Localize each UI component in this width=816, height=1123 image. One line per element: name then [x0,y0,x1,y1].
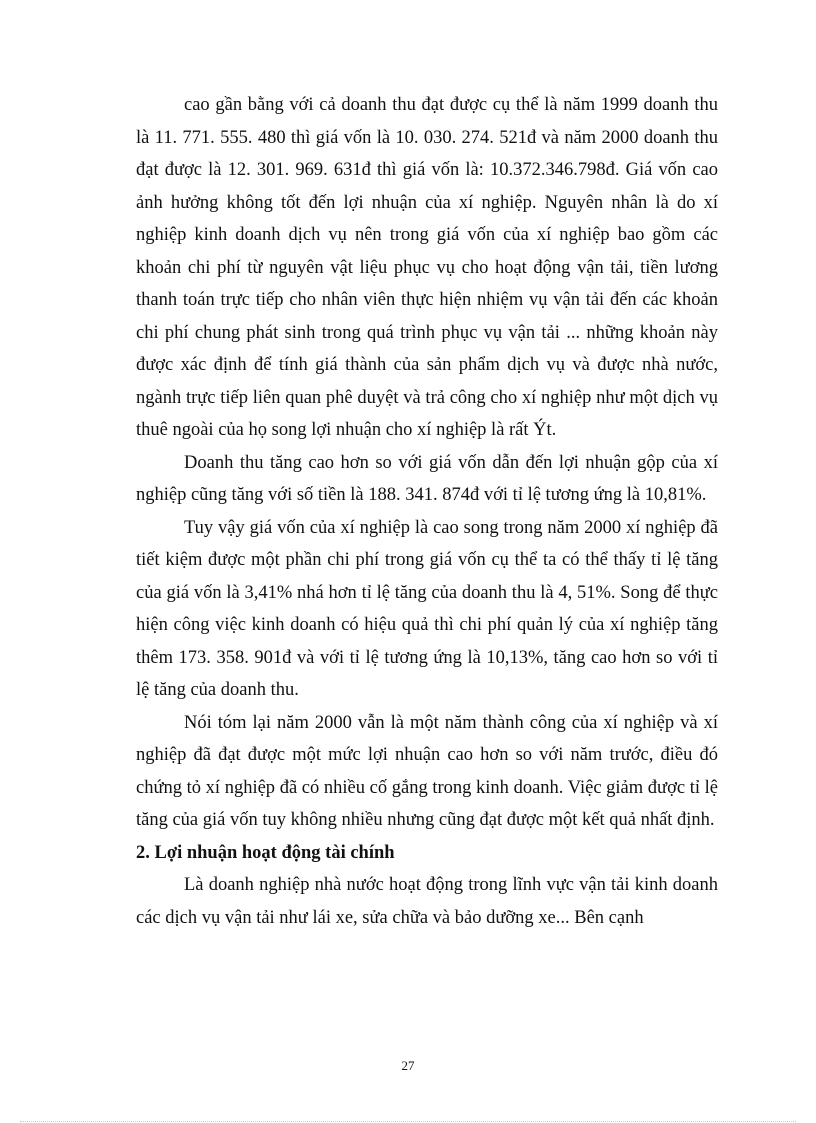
paragraph-cost-of-goods: cao gần bằng với cả doanh thu đạt được cụ thể là năm 1999 doanh thu là 11. 771. 555. 480 thì giá vốn là 10. 030. 274. 521đ và năm 2000 doanh thu đạt được là 12. 301. 969. 631đ thì giá vốn là: 10.372.346.798đ. Giá vốn cao ảnh hưởng không tốt đến lợi nhuận của xí nghiệp. Nguyên nhân là do xí nghiệp kinh doanh dịch vụ nên trong giá vốn của xí nghiệp bao gồm các khoản chi phí từ nguyên vật liệu phục vụ cho hoạt động vận tải, tiền lương thanh toán trực tiếp cho nhân viên thực hiện nhiệm vụ vận tải đến các khoản chi phí chung phát sinh trong quá trình phục vụ vận tải ... những khoản này được xác định để tính giá thành của sản phẩm dịch vụ và được nhà nước, ngành trực tiếp liên quan phê duyệt và trả công cho xí nghiệp như một dịch vụ thuê ngoài của họ song lợi nhuận cho xí nghiệp là rất Ýt. [136,95,718,440]
paragraph-gross-profit: Doanh thu tăng cao hơn so với giá vốn dẫn đến lợi nhuận gộp của xí nghiệp cũng tăng với số tiền là 188. 341. 874đ với tỉ lệ tương ứng là 10,81%. [136,452,718,505]
page-content [136,89,718,934]
paragraph-summary: Nói tóm lại năm 2000 vẫn là một năm thành công của xí nghiệp và xí nghiệp đã đạt được một mức lợi nhuận cao hơn so với năm trước, điều đó chứng tỏ xí nghiệp đã có nhiều cố gắng trong kinh doanh. Việc giảm được tỉ lệ tăng của giá vốn tuy không nhiều nhưng cũng đạt được một kết quả nhất định. [136,712,718,830]
section-heading: 2. Lợi nhuận hoạt động tài chính [136,842,395,863]
paragraph-cost-savings: Tuy vậy giá vốn của xí nghiệp là cao song trong năm 2000 xí nghiệp đã tiết kiệm được một phần chi phí trong giá vốn cụ thể ta có thể thấy tỉ lệ tăng của giá vốn là 3,41% nhá hơn tỉ lệ tăng của doanh thu là 4, 51%. Song để thực hiện công việc kinh doanh có hiệu quả thì chi phí quản lý của xí nghiệp tăng thêm 173. 358. 901đ và với tỉ lệ tương ứng là 10,13%, tăng cao hơn so với tỉ lệ tăng của doanh thu. [136,517,718,700]
paragraph-financial-activities: Là doanh nghiệp nhà nước hoạt động trong lĩnh vực vận tải kinh doanh các dịch vụ vận tải như lái xe, sửa chữa và bảo dưỡng xe... Bên cạnh [136,875,718,928]
page-number: 27 [401,1058,415,1073]
page-bottom-edge [20,1121,796,1122]
